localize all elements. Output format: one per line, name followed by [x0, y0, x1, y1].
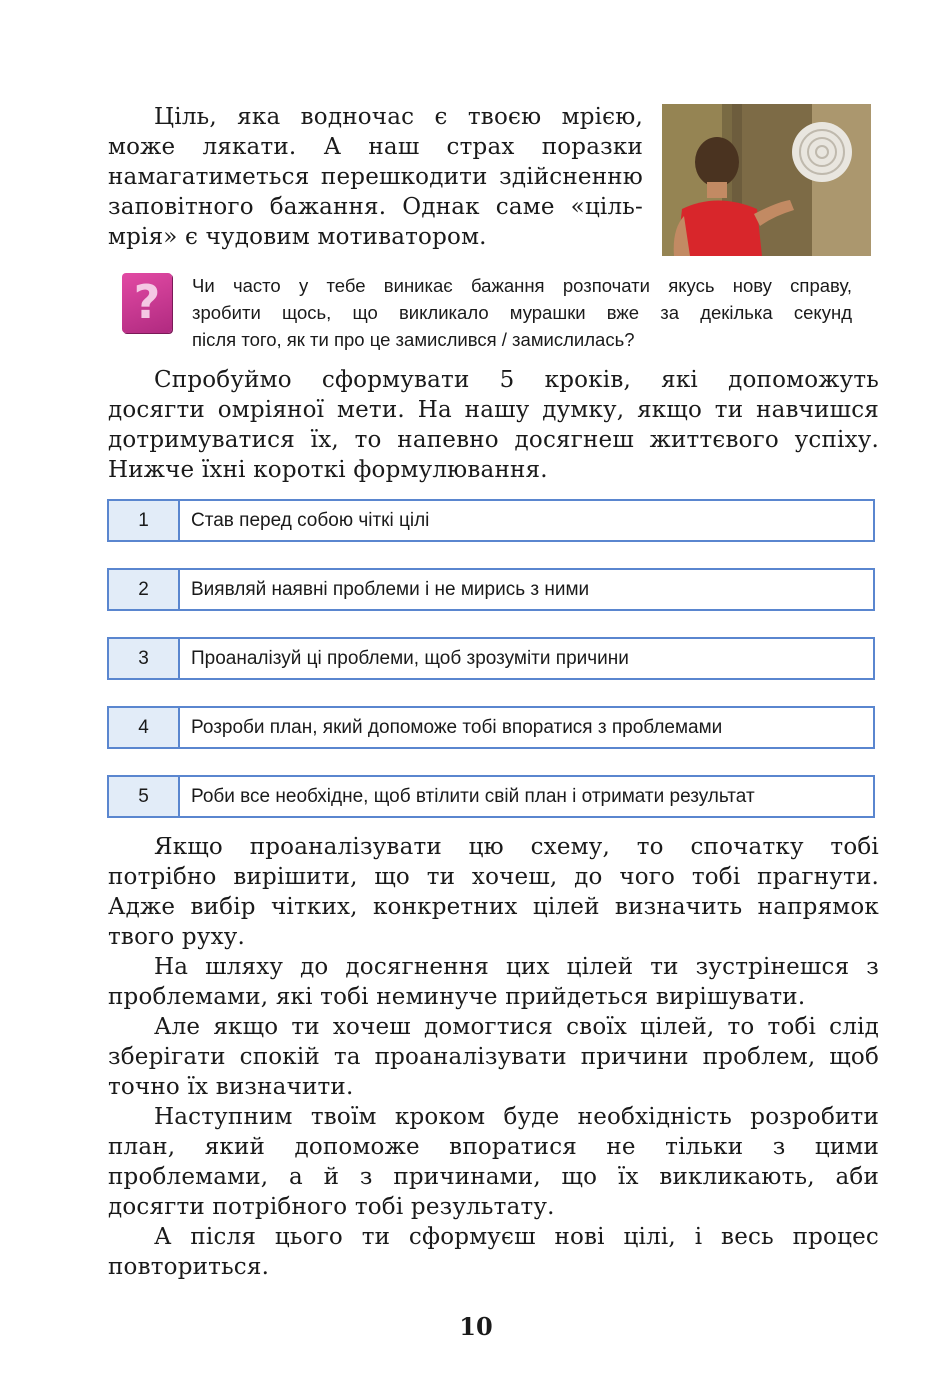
step-box-2	[107, 568, 875, 611]
body-paragraph-4	[108, 1102, 879, 1222]
body-paragraph-5	[108, 1222, 879, 1282]
step-box-1	[107, 499, 875, 542]
step-number: 3	[109, 639, 180, 678]
body-line: Якщо проаналізувати цю схему, то спочатку тобі	[154, 834, 879, 860]
body-line: потрібно вирішити, що ти хочеш, до чого тобі прагнути.	[108, 864, 879, 890]
step-number: 2	[109, 570, 180, 609]
body-line: зберігати спокій та проаналізувати причини проблем, щоб	[108, 1044, 879, 1070]
body-line: досягти потрібного тобі результату.	[108, 1194, 555, 1220]
body-line: проблемами, які тобі неминуче прийдеться вирішувати.	[108, 984, 806, 1010]
body-line: На шляху до досягнення цих цілей ти зустрінешся з	[154, 954, 879, 980]
body-line: проблемами, а й з причинами, що їх викликають, аби	[108, 1164, 879, 1190]
body-line: твого руху.	[108, 924, 245, 950]
lead-line: Нижче їхні короткі формулювання.	[108, 457, 548, 483]
lead-paragraph	[108, 365, 879, 485]
boy-with-target-photo	[662, 104, 871, 256]
intro-paragraph	[108, 102, 643, 252]
step-text: Розроби план, який допоможе тобі впоратися з проблемами	[191, 716, 723, 738]
step-text: Проаналізуй ці проблеми, щоб зрозуміти причини	[191, 647, 629, 669]
step-box-4	[107, 706, 875, 749]
step-text: Став перед собою чіткі цілі	[191, 509, 430, 531]
body-line: Але якщо ти хочеш домогтися своїх цілей, то тобі слід	[154, 1014, 879, 1040]
body-line: точно їх визначити.	[108, 1074, 354, 1100]
lead-line: досягти омріяної мети. На нашу думку, якщо ти навчишся	[108, 397, 879, 423]
step-number: 4	[109, 708, 180, 747]
question-line: після того, як ти про це замислився / замислилась?	[192, 329, 635, 350]
question-line: зробити щось, що викликало мурашки вже за декілька секунд	[192, 302, 852, 323]
question-mark-icon: ?	[122, 273, 172, 333]
lead-line: дотримуватися їх, то напевно досягнеш життєвого успіху.	[108, 427, 879, 453]
body-paragraph-1	[108, 832, 879, 952]
question-line: Чи часто у тебе виникає бажання розпочати якусь нову справу,	[192, 275, 852, 296]
intro-line: Ціль, яка водночас є твоєю мрією,	[154, 104, 643, 130]
lead-line: Спробуймо сформувати 5 кроків, які допоможуть	[154, 367, 879, 393]
body-line: Наступним твоїм кроком буде необхідність розробити	[154, 1104, 879, 1130]
photo-illustration	[662, 104, 871, 256]
step-text: Виявляй наявні проблеми і не мирись з ними	[191, 578, 590, 600]
body-paragraph-2	[108, 952, 879, 1012]
body-line: А після цього ти сформуєш нові цілі, і весь процес	[154, 1224, 879, 1250]
step-text: Роби все необхідне, щоб втілити свій план і отримати результат	[191, 785, 755, 807]
body-paragraph-3	[108, 1012, 879, 1102]
step-box-5	[107, 775, 875, 818]
step-number: 5	[109, 777, 180, 816]
page-number: 10	[459, 1312, 493, 1341]
question-text	[192, 272, 852, 353]
step-box-3	[107, 637, 875, 680]
intro-line: намагатиметься перешкодити здійсненню	[108, 164, 643, 190]
body-line: повториться.	[108, 1254, 270, 1280]
body-line: план, який допоможе впоратися не тільки з цими	[108, 1134, 879, 1160]
body-line: Адже вибір чітких, конкретних цілей визначить напрямок	[108, 894, 879, 920]
intro-line: мрія» є чудовим мотиватором.	[108, 224, 487, 250]
step-number: 1	[109, 501, 180, 540]
intro-line: може лякати. А наш страх поразки	[108, 134, 643, 160]
intro-line: заповітного бажання. Однак саме «ціль-	[108, 194, 643, 220]
